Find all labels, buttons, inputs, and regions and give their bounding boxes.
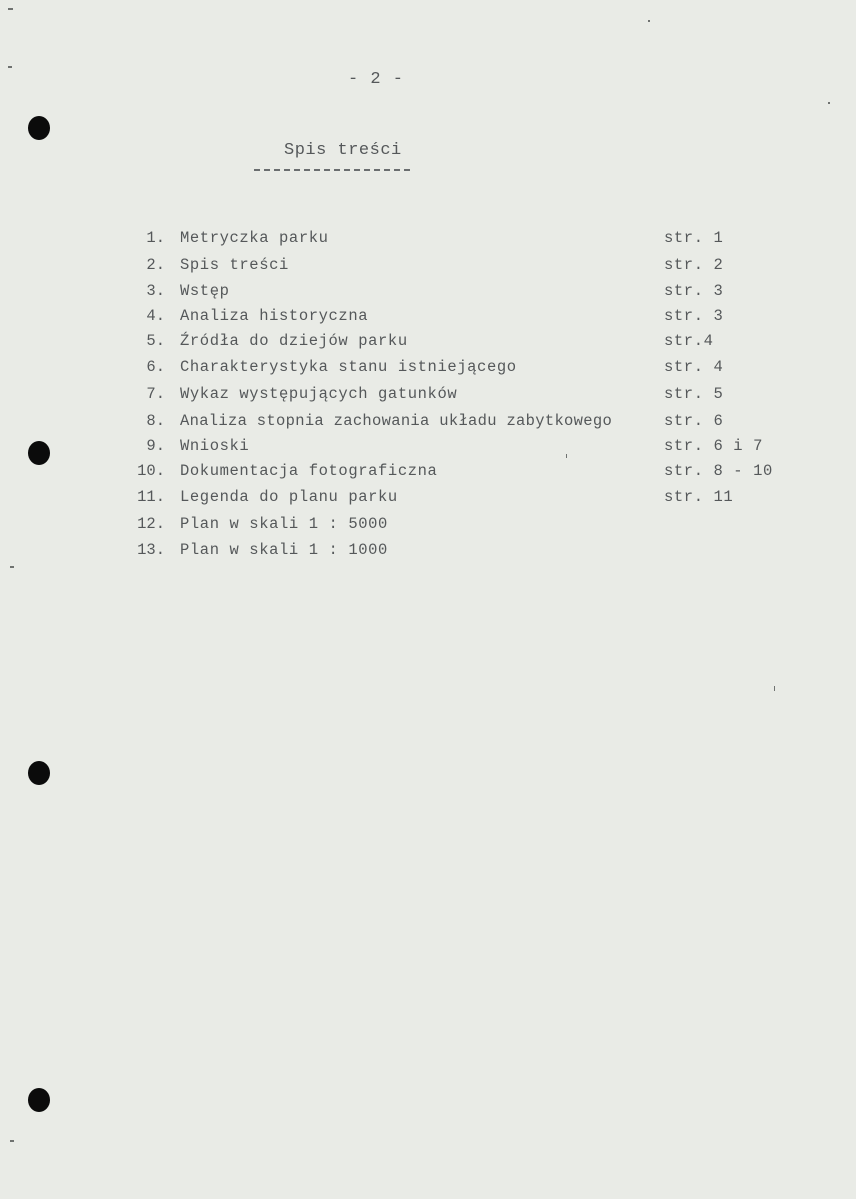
toc-title: Metryczka parku [180, 229, 329, 247]
toc-page-ref: str. 11 [664, 488, 734, 506]
toc-row [0, 307, 856, 333]
toc-row [0, 358, 856, 384]
toc-row [0, 488, 856, 514]
toc-number: 2. [146, 256, 165, 274]
toc-number: 10. [137, 462, 165, 480]
toc-title: Wykaz występujących gatunków [180, 385, 458, 403]
toc-page-ref: str. 5 [664, 385, 724, 403]
toc-number: 6. [146, 358, 165, 376]
toc-page-ref: str. 4 [664, 358, 724, 376]
toc-number: 3. [146, 282, 165, 300]
toc-row [0, 412, 856, 438]
toc-number: 9. [146, 437, 165, 455]
toc-row [0, 332, 856, 358]
toc-row [0, 515, 856, 541]
toc-title: Źródła do dziejów parku [180, 332, 408, 350]
toc-row [0, 385, 856, 411]
toc-title: Spis treści [180, 256, 289, 274]
toc-page-ref: str. 3 [664, 307, 724, 325]
toc-title: Analiza stopnia zachowania układu zabytkowego [180, 412, 613, 430]
toc-title: Wnioski [180, 437, 250, 455]
toc-title: Charakterystyka stanu istniejącego [180, 358, 517, 376]
toc-page-ref: str. 8 - 10 [664, 462, 773, 480]
toc-row [0, 256, 856, 282]
toc-number: 4. [146, 307, 165, 325]
toc-title: Plan w skali 1 : 1000 [180, 541, 388, 559]
toc-row [0, 437, 856, 463]
toc-number: 1. [146, 229, 165, 247]
toc-title: Plan w skali 1 : 5000 [180, 515, 388, 533]
toc-title: Dokumentacja fotograficzna [180, 462, 438, 480]
toc-number: 5. [146, 332, 165, 350]
toc-page-ref: str.4 [664, 332, 714, 350]
toc-number: 13. [137, 541, 165, 559]
toc-number: 12. [137, 515, 165, 533]
toc-page-ref: str. 6 [664, 412, 724, 430]
toc-title: Analiza historyczna [180, 307, 369, 325]
toc-row [0, 541, 856, 567]
toc-row [0, 282, 856, 308]
toc-page-ref: str. 3 [664, 282, 724, 300]
toc-title: Legenda do planu parku [180, 488, 398, 506]
toc-title: Wstęp [180, 282, 230, 300]
page-title: Spis treści [284, 141, 402, 160]
toc-page-ref: str. 6 i 7 [664, 437, 764, 455]
toc-page-ref: str. 1 [664, 229, 724, 247]
toc-number: 7. [146, 385, 165, 403]
toc-number: 11. [137, 488, 165, 506]
page-number: - 2 - [348, 70, 405, 89]
toc-row [0, 229, 856, 255]
toc-number: 8. [146, 412, 165, 430]
toc-row [0, 462, 856, 488]
toc-page-ref: str. 2 [664, 256, 724, 274]
